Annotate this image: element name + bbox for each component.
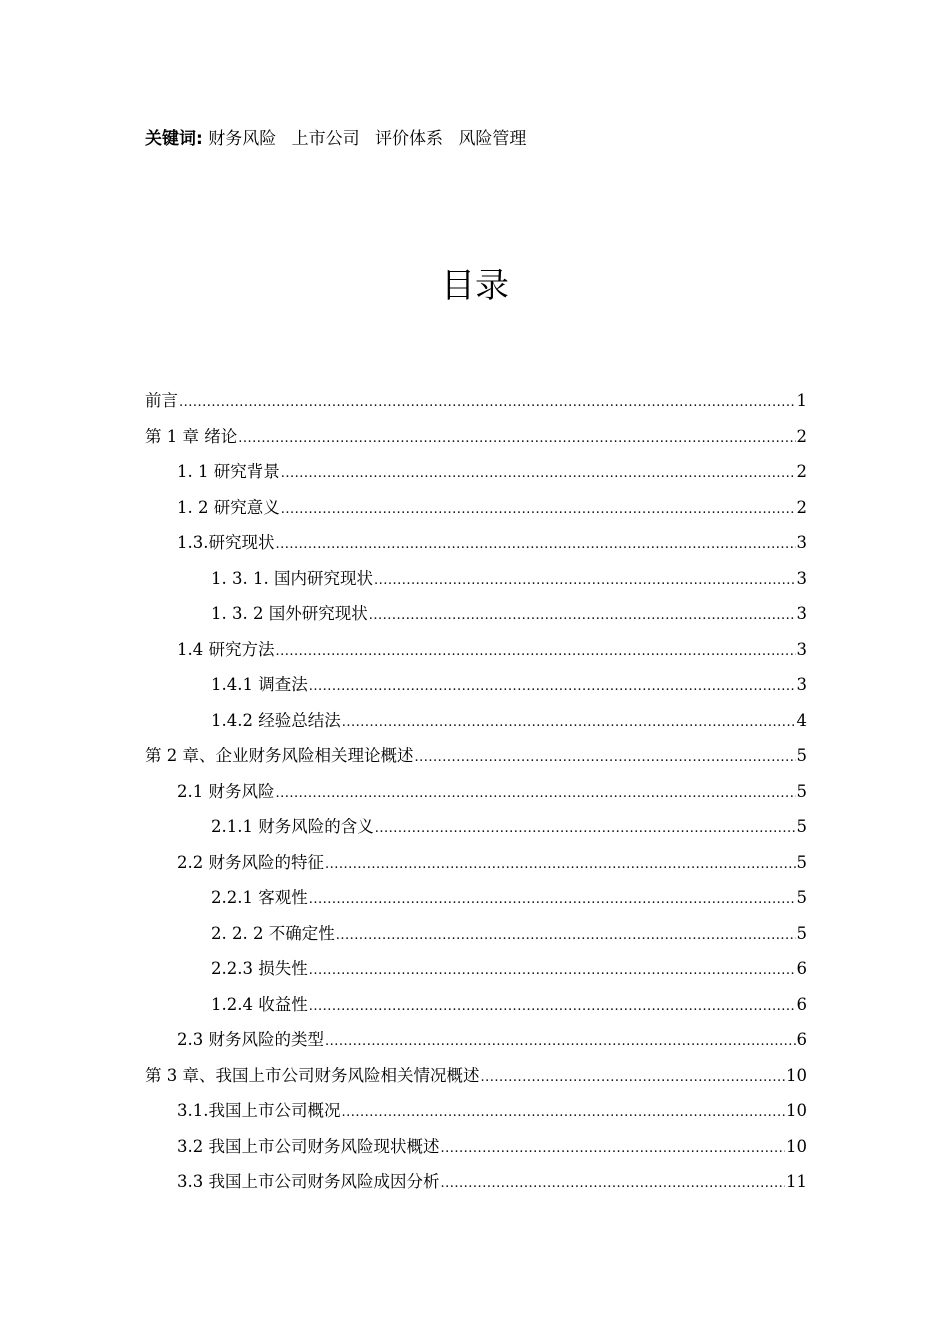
toc-entry-page-number: 2 xyxy=(796,497,807,517)
toc-leader-dots xyxy=(276,786,796,801)
toc-entry-label: 前言 xyxy=(145,391,178,410)
toc-entry[interactable] xyxy=(145,1168,807,1204)
toc-leader-dots xyxy=(415,750,796,765)
toc-entry-page-number: 3 xyxy=(796,639,807,659)
toc-entry[interactable] xyxy=(145,920,807,956)
toc-entry[interactable] xyxy=(145,1026,807,1062)
toc-leader-dots xyxy=(309,963,796,978)
toc-leader-dots xyxy=(309,999,796,1014)
toc-entry[interactable] xyxy=(145,458,807,494)
toc-entry-label: 2. 2. 2 不确定性 xyxy=(211,923,335,943)
toc-entry-label: 2.1.1 财务风险的含义 xyxy=(211,817,374,836)
toc-entry-page-number: 2 xyxy=(796,462,807,481)
toc-entry-page-number: 3 xyxy=(796,568,807,588)
toc-entry-label: 1. 2 研究意义 xyxy=(177,497,280,517)
toc-entry[interactable] xyxy=(145,636,807,672)
toc-entry-label: 2.2 财务风险的特征 xyxy=(177,852,324,872)
toc-entry-page-number: 1 xyxy=(796,391,807,410)
toc-leader-dots xyxy=(369,608,796,623)
toc-leader-dots xyxy=(481,1070,786,1085)
toc-entry-label: 3.3 我国上市公司财务风险成因分析 xyxy=(177,1172,440,1191)
toc-leader-dots xyxy=(281,466,796,481)
toc-entry-label: 1.2.4 收益性 xyxy=(211,994,308,1014)
toc-entry-page-number: 5 xyxy=(796,817,807,836)
toc-entry[interactable] xyxy=(145,849,807,885)
toc-entry-page-number: 5 xyxy=(796,923,807,943)
toc-entry-label: 第 1 章 绪论 xyxy=(145,426,238,446)
toc-entry-label: 2.1 财务风险 xyxy=(177,781,275,801)
toc-entry-page-number: 10 xyxy=(786,1101,807,1120)
toc-leader-dots xyxy=(281,502,796,517)
toc-entry-page-number: 10 xyxy=(786,1136,807,1156)
toc-entry-page-number: 6 xyxy=(796,959,807,978)
toc-leader-dots xyxy=(325,857,796,872)
toc-entry[interactable] xyxy=(145,671,807,707)
toc-entry-page-number: 3 xyxy=(796,604,807,623)
toc-entry-label: 第 3 章、我国上市公司财务风险相关情况概述 xyxy=(145,1065,480,1085)
toc-entry-page-number: 4 xyxy=(796,710,807,730)
toc-entry-label: 1.4 研究方法 xyxy=(177,639,275,659)
toc-entry[interactable] xyxy=(145,1133,807,1169)
toc-entry[interactable] xyxy=(145,1062,807,1098)
toc-leader-dots xyxy=(276,644,796,659)
toc-entry-label: 1. 3. 2 国外研究现状 xyxy=(211,604,368,623)
toc-entry-label: 第 2 章、企业财务风险相关理论概述 xyxy=(145,746,414,765)
toc-entry[interactable] xyxy=(145,423,807,459)
toc-entry-page-number: 3 xyxy=(796,533,807,552)
toc-entry-page-number: 6 xyxy=(796,994,807,1014)
toc-entry-page-number: 10 xyxy=(786,1065,807,1085)
toc-entry[interactable] xyxy=(145,742,807,778)
toc-leader-dots xyxy=(276,537,796,552)
toc-entry-page-number: 2 xyxy=(796,426,807,446)
toc-leader-dots xyxy=(342,715,796,730)
toc-entry-label: 1.4.2 经验总结法 xyxy=(211,710,341,730)
toc-leader-dots xyxy=(441,1176,786,1191)
toc-entry[interactable] xyxy=(145,707,807,743)
keyword-item: 财务风险 xyxy=(208,129,277,149)
keywords-label: 关键词: xyxy=(145,129,203,149)
toc-entry-page-number: 5 xyxy=(796,746,807,765)
toc-entry[interactable] xyxy=(145,494,807,530)
toc-leader-dots xyxy=(325,1034,796,1049)
toc-entry[interactable] xyxy=(145,884,807,920)
toc-entry-page-number: 11 xyxy=(786,1172,807,1191)
toc-entry-page-number: 3 xyxy=(796,675,807,694)
toc-title: 目录 xyxy=(441,266,509,306)
toc-entry-label: 1. 1 研究背景 xyxy=(177,462,280,481)
toc-entry-label: 1.3.研究现状 xyxy=(177,533,275,552)
toc-entry[interactable] xyxy=(145,955,807,991)
toc-entry[interactable] xyxy=(145,387,807,423)
toc-leader-dots xyxy=(342,1105,786,1120)
toc-leader-dots xyxy=(179,395,796,410)
toc-entry-label: 3.1.我国上市公司概况 xyxy=(177,1101,341,1120)
toc-leader-dots xyxy=(309,679,796,694)
keyword-item: 上市公司 xyxy=(291,129,360,149)
toc-entry-label: 2.3 财务风险的类型 xyxy=(177,1030,324,1049)
keywords-line xyxy=(145,124,536,149)
toc-entry-page-number: 5 xyxy=(796,888,807,907)
toc-leader-dots xyxy=(336,928,796,943)
toc-leader-dots xyxy=(309,892,796,907)
toc-leader-dots xyxy=(238,431,795,446)
toc-entry-label: 2.2.1 客观性 xyxy=(211,888,308,907)
toc-entry-label: 2.2.3 损失性 xyxy=(211,959,308,978)
toc-entry[interactable] xyxy=(145,529,807,565)
toc-entry-page-number: 5 xyxy=(796,781,807,801)
toc-entry[interactable] xyxy=(145,1097,807,1133)
toc-entry[interactable] xyxy=(145,600,807,636)
toc-leader-dots xyxy=(375,821,796,836)
toc-entry[interactable] xyxy=(145,991,807,1027)
toc-entry-page-number: 5 xyxy=(796,852,807,872)
toc-leader-dots xyxy=(374,573,796,588)
table-of-contents xyxy=(145,387,807,1204)
toc-entry-label: 1. 3. 1. 国内研究现状 xyxy=(211,568,373,588)
toc-leader-dots xyxy=(441,1141,786,1156)
keyword-item: 评价体系 xyxy=(375,129,444,149)
toc-entry[interactable] xyxy=(145,565,807,601)
toc-entry[interactable] xyxy=(145,778,807,814)
keyword-item: 风险管理 xyxy=(458,129,527,149)
toc-entry-label: 3.2 我国上市公司财务风险现状概述 xyxy=(177,1136,440,1156)
toc-entry-label: 1.4.1 调查法 xyxy=(211,675,308,694)
toc-entry-page-number: 6 xyxy=(796,1030,807,1049)
toc-entry[interactable] xyxy=(145,813,807,849)
